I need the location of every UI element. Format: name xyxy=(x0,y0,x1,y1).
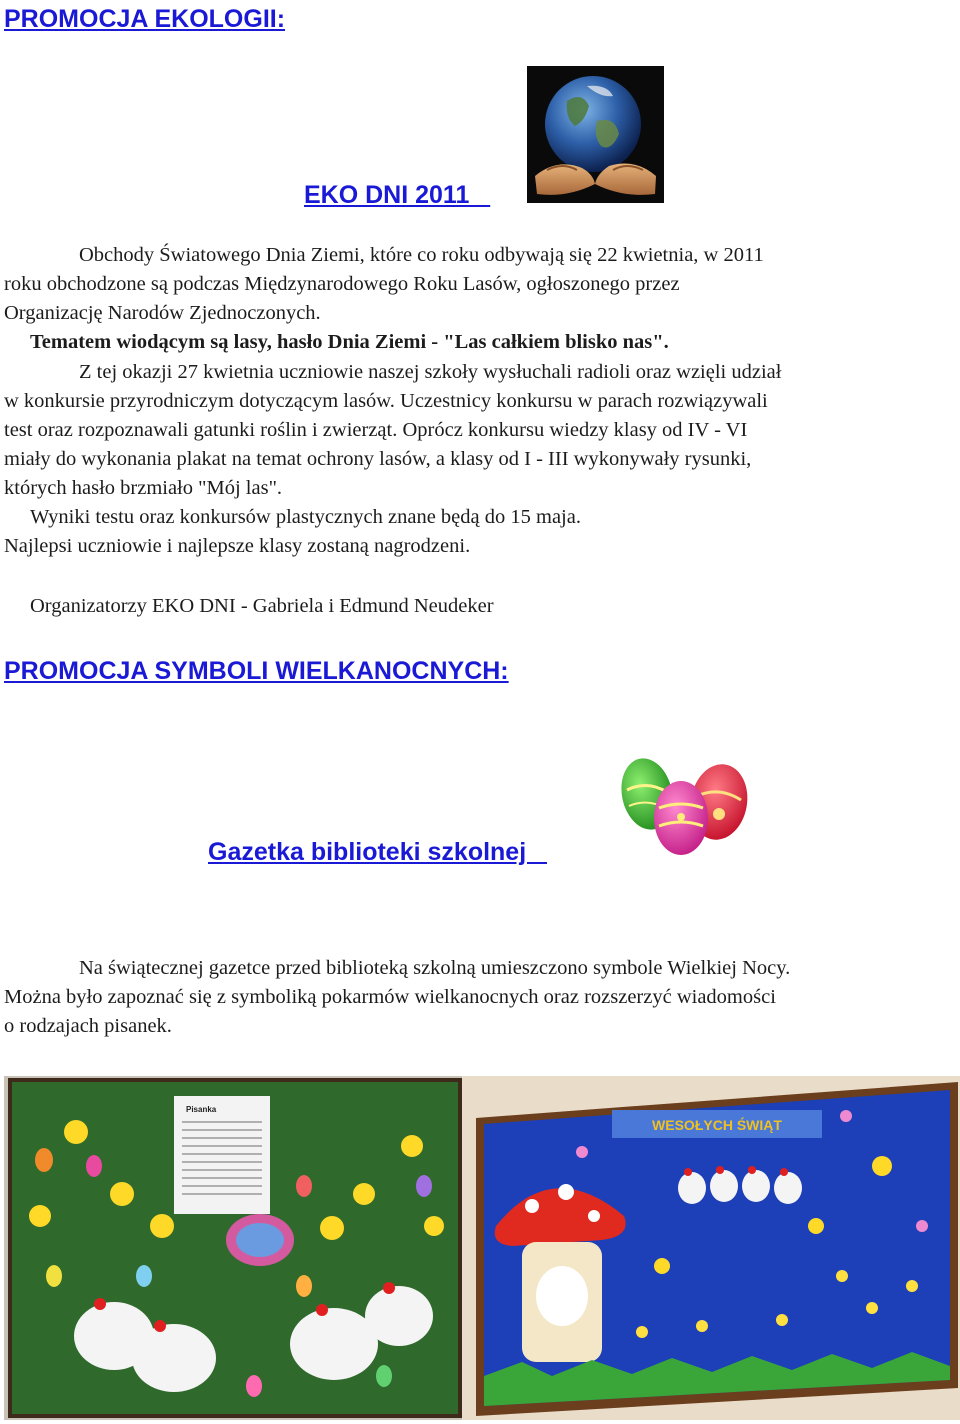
text-line: w konkursie przyrodniczym dotyczącym lasów. Uczestnicy konkursu w parach rozwiązywali xyxy=(4,390,768,412)
text-line: których hasło brzmiało "Mój las". xyxy=(4,477,283,499)
text-line: o rodzajach pisanek. xyxy=(4,1015,172,1037)
eko-paragraph-intro xyxy=(4,241,956,357)
gazetka-paragraph xyxy=(4,954,956,1041)
text-line: roku obchodzone są podczas Międzynarodowego Roku Lasów, ogłoszonego przez xyxy=(4,273,680,295)
blue-board-photo xyxy=(462,1076,960,1420)
text-line: Na świątecznej gazetce przed biblioteką szkolną umieszczono symbole Wielkiej Nocy. xyxy=(79,957,791,979)
text-line: Z tej okazji 27 kwietnia uczniowie naszej szkoły wysłuchali radioli oraz wzięli udział xyxy=(79,361,782,383)
easter-eggs-image xyxy=(615,750,760,860)
text-line: miały do wykonania plakat na temat ochrony lasów, a klasy od I - III wykonywały rysunki, xyxy=(4,448,752,470)
text-line: Organizatorzy EKO DNI - Gabriela i Edmund Neudeker xyxy=(30,595,494,617)
eko-dni-title[interactable]: EKO DNI 2011 xyxy=(304,181,491,209)
green-board-illustration xyxy=(4,1076,463,1420)
eko-paragraph-contest xyxy=(4,358,956,561)
eko-awards: Najlepsi uczniowie i najlepsze klasy zostaną nagrodzeni. xyxy=(4,535,471,557)
eko-organizers xyxy=(4,592,956,621)
earth-in-hands-image xyxy=(527,66,664,203)
text-line: Można było zapoznać się z symboliką pokarmów wielkanocnych oraz rozszerzyć wiadomości xyxy=(4,986,776,1008)
text-line: Organizację Narodów Zjednoczonych. xyxy=(4,302,321,324)
green-board-photo xyxy=(4,1076,463,1420)
text-line: Obchody Światowego Dnia Ziemi, które co roku odbywają się 22 kwietnia, w 2011 xyxy=(79,244,764,266)
eco-promo-heading[interactable]: PROMOCJA EKOLOGII: xyxy=(4,5,286,33)
banner-text: WESOŁYCH ŚWIĄT xyxy=(652,1117,782,1133)
eko-motto: Tematem wiodącym są lasy, hasło Dnia Ziemi - "Las całkiem blisko nas". xyxy=(30,331,669,353)
poster-title: Pisanka xyxy=(186,1105,217,1114)
blue-board-illustration xyxy=(462,1076,960,1420)
gazetka-title[interactable]: Gazetka biblioteki szkolnej xyxy=(208,838,547,866)
easter-promo-heading[interactable]: PROMOCJA SYMBOLI WIELKANOCNYCH: xyxy=(4,657,509,685)
text-line: test oraz rozpoznawali gatunki roślin i zwierząt. Oprócz konkursu wiedzy klasy od IV - VI xyxy=(4,419,748,441)
eko-results: Wyniki testu oraz konkursów plastycznych znane będą do 15 maja. xyxy=(30,506,581,528)
